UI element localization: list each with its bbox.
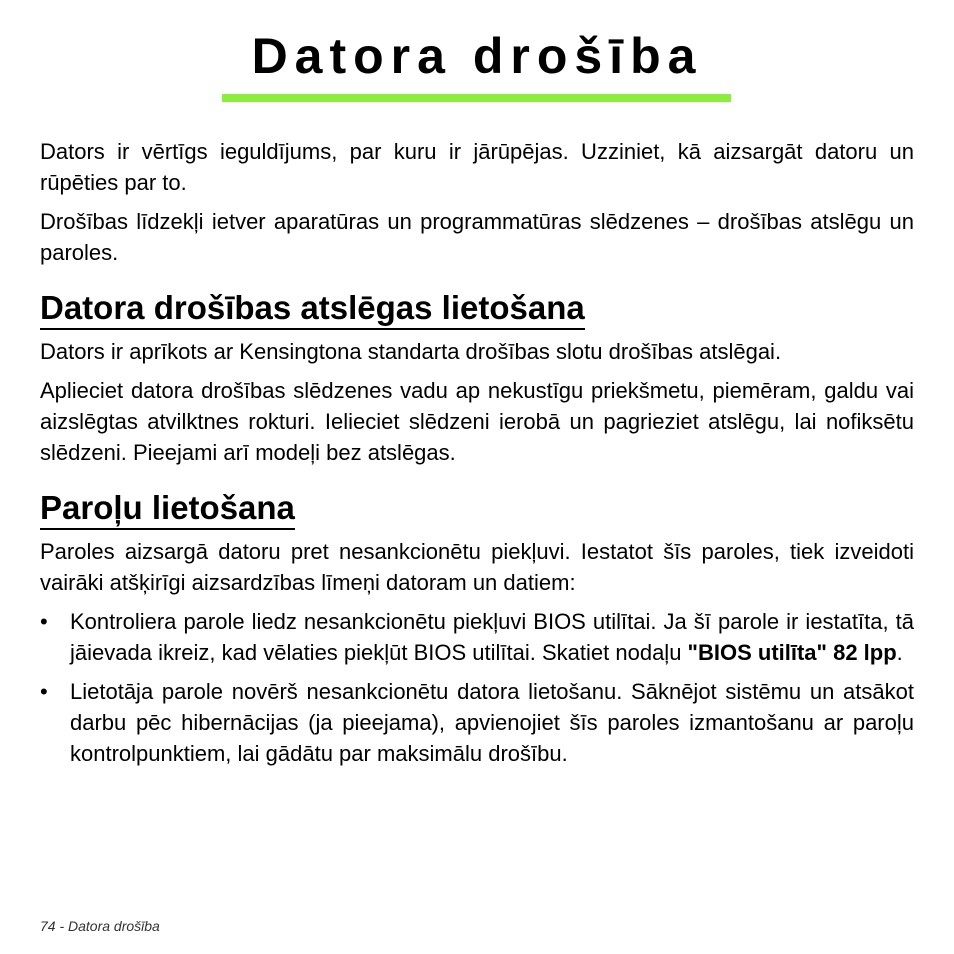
- list-item-text: Lietotāja parole novērš nesankcionētu datora lietošanu. Sāknējot sistēmu un atsākot darbu pēc hibernācijas (ja pieejama), apvienojiet šīs paroles izmantošanu ar paroļu kontrolpunktiem, lai gādātu par maksimālu drošību.: [70, 679, 914, 766]
- list-item-text: Kontroliera parole liedz nesankcionētu piekļuvi BIOS utilītai. Ja šī parole ir iestatīta, tā jāievada ikreiz, kad vēlaties piekļūt BIOS utilītai. Skatiet nodaļu: [70, 609, 914, 665]
- title-underline: [222, 94, 731, 102]
- intro-paragraph-2: Drošības līdzekļi ietver aparatūras un programmatūras slēdzenes – drošības atslēgu un paroles.: [40, 209, 914, 265]
- page-footer: 74 - Datora drošība: [40, 918, 160, 934]
- list-item-text-end: .: [896, 640, 903, 665]
- bios-utility-link[interactable]: "BIOS utilīta" 82 lpp: [687, 640, 897, 665]
- list-item: [40, 606, 914, 668]
- bullet-icon: •: [40, 609, 48, 634]
- page-title: Datora drošība: [251, 28, 703, 84]
- section1-paragraph-1: Dators ir aprīkots ar Kensingtona standarta drošības slotu drošības atslēgai.: [40, 339, 782, 364]
- intro-paragraph-1: Dators ir vērtīgs ieguldījums, par kuru ir jārūpējas. Uzziniet, kā aizsargāt datoru un rūpēties par to.: [40, 139, 914, 195]
- section-heading-passwords: Paroļu lietošana: [40, 488, 295, 530]
- section2-paragraph: Paroles aizsargā datoru pret nesankcionētu piekļuvi. Iestatot šīs paroles, tiek izveidoti vairāki atšķirīgi aizsardzības līmeņi datoram un datiem:: [40, 539, 914, 595]
- list-item: [40, 676, 914, 769]
- password-list: [40, 606, 914, 769]
- section1-paragraph-2: Aplieciet datora drošības slēdzenes vadu ap nekustīgu priekšmetu, piemēram, galdu vai aizslēgtas atvilktnes rokturi. Ielieciet slēdzeni ierobā un pagrieziet atslēgu, lai nofiksētu slēdzeni. Pieejami arī modeļi bez atslēgas.: [40, 378, 914, 465]
- page-content: [40, 136, 914, 777]
- section-heading-security-lock: Datora drošības atslēgas lietošana: [40, 288, 585, 330]
- bullet-icon: •: [40, 679, 48, 704]
